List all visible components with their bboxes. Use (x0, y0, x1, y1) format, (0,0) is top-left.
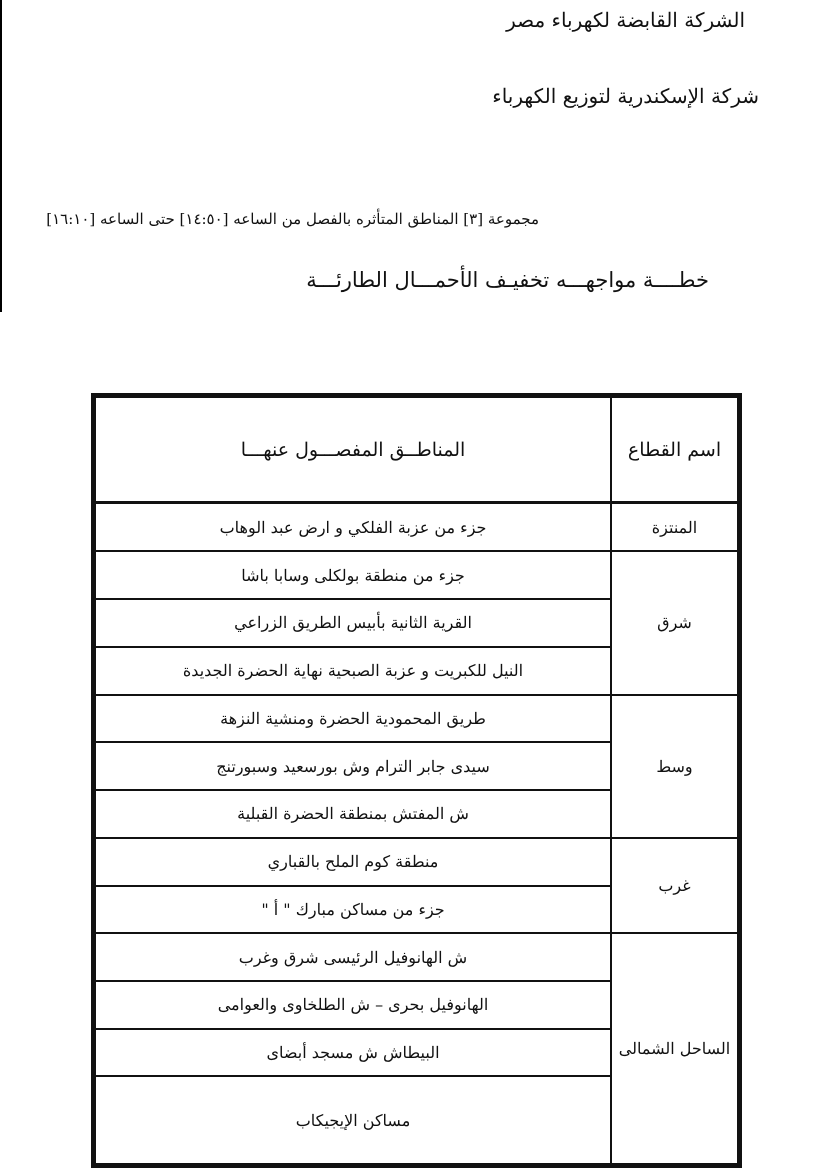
group-time-line: مجموعة [٣] المناطق المتأثره بالفصل من الساعه [١٤:٥٠] حتى الساعه [١٦:١٠] (46, 210, 539, 228)
areas-column-header: المناطــق المفصـــول عنهـــا (95, 397, 611, 503)
area-cell: البيطاش ش مسجد أبضاى (95, 1029, 611, 1077)
area-cell: ش الهانوفيل الرئيسى شرق وغرب (95, 933, 611, 981)
sector-cell: شرق (611, 551, 738, 694)
area-cell: مساكن الإيجيكاب (95, 1076, 611, 1164)
sector-column-header: اسم القطاع (611, 397, 738, 503)
sector-cell: وسط (611, 695, 738, 838)
area-cell: منطقة كوم الملح بالقباري (95, 838, 611, 886)
area-cell: الهانوفيل بحرى – ش الطلخاوى والعوامى (95, 981, 611, 1029)
area-cell: طريق المحمودية الحضرة ومنشية النزهة (95, 695, 611, 743)
area-cell: جزء من مساكن مبارك " أ " (95, 886, 611, 934)
document-page (0, 312, 827, 1169)
area-cell: ش المفتش بمنطقة الحضرة القبلية (95, 790, 611, 838)
letterhead (0, 0, 827, 312)
holding-company-name: الشركة القابضة لكهرباء مصر (506, 8, 745, 32)
areas-table (91, 393, 742, 1168)
plan-title: خطــــة مواجهـــه تخفيـف الأحمـــال الطارئـــة (306, 268, 709, 292)
area-cell: النيل للكبريت و عزبة الصبحية نهاية الحضرة الجديدة (95, 647, 611, 695)
area-cell: سيدى جابر الترام وش بورسعيد وسبورتنج (95, 742, 611, 790)
sector-cell: غرب (611, 838, 738, 933)
sector-cell: المنتزة (611, 503, 738, 552)
area-cell: جزء من منطقة بولكلى وسابا باشا (95, 551, 611, 599)
sector-cell: الساحل الشمالى (611, 933, 738, 1164)
area-cell: جزء من عزبة الفلكي و ارض عبد الوهاب (95, 503, 611, 552)
area-cell: القرية الثانية بأبيس الطريق الزراعي (95, 599, 611, 647)
distribution-company-name: شركة الإسكندرية لتوزيع الكهرباء (492, 84, 759, 108)
